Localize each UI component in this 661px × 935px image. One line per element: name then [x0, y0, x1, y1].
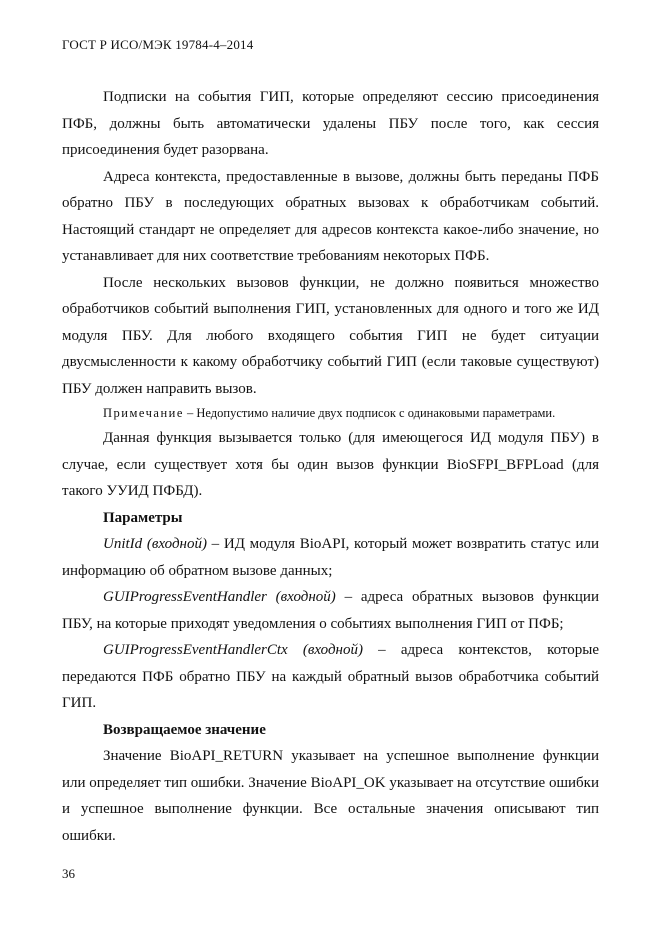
parameter-handler	[62, 584, 599, 637]
parameter-handler-ctx	[62, 637, 599, 717]
parameter-handler-ctx-desc: – адреса контекстов, которые передаются ПФБ обратно ПБУ на каждый обратный вызов обработчика событий ГИП.	[62, 642, 599, 711]
return-value-heading: Возвращаемое значение	[103, 721, 266, 738]
parameter-unitid-desc: – ИД модуля BioAPI, который может возвратить статус или информацию об обратном вызове данных;	[62, 536, 600, 579]
paragraph-multiple-calls: После нескольких вызовов функции, не должно появиться множество обработчиков событий выполнения ГИП, установленных для одного и того же ИД модуля ПБУ. Для любого входящего события ГИП не будет ситуации двусмысленности к какому обработчику событий ГИП (если таковые существуют) ПБУ должен направить вызов.	[62, 274, 599, 397]
paragraph-call-condition: Данная функция вызывается только (для имеющегося ИД модуля ПБУ) в случае, если существует хотя бы один вызов функции BioSFPI_BFPLoad (для такого УУИД ПФБД).	[62, 430, 599, 499]
note-text: – Недопустимо наличие двух подписок с одинаковыми параметрами.	[183, 406, 556, 420]
parameter-handler-desc: – адреса обратных вызовов функции ПБУ, на которые приходят уведомления о событиях выполнения ГИП от ПФБ;	[62, 589, 599, 632]
note-label: Примечание	[103, 406, 184, 420]
note	[62, 403, 599, 424]
parameter-handler-name: GUIProgressEventHandler (входной)	[103, 589, 336, 605]
page-number: 36	[62, 866, 75, 881]
parameter-handler-ctx-name: GUIProgressEventHandlerCtx (входной)	[103, 642, 363, 658]
page-body	[62, 84, 599, 849]
parameter-unitid-name: UnitId (входной)	[103, 536, 207, 552]
parameter-unitid	[62, 531, 599, 584]
paragraph-context-addresses: Адреса контекста, предоставленные в вызове, должны быть переданы ПФБ обратно ПБУ в последующих обратных вызовах к обработчикам событий. Настоящий стандарт не определяет для адресов контекста какое-либо значение, но устанавливает для них соответствие требованиям некоторых ПФБ.	[62, 168, 599, 264]
paragraph-return-value: Значение BioAPI_RETURN указывает на успешное выполнение функции или определяет тип ошибки. Значение BioAPI_OK указывает на отсутствие ошибки и успешное выполнение функции. Все остальные значения описывают тип ошибки.	[62, 748, 599, 844]
standard-header: ГОСТ Р ИСО/МЭК 19784-4–2014	[62, 37, 254, 52]
parameters-heading: Параметры	[103, 509, 183, 526]
paragraph-subscriptions: Подписки на события ГИП, которые определяют сессию присоединения ПФБ, должны быть автоматически удалены ПБУ после того, как сессия присоединения будет разорвана.	[62, 89, 599, 158]
